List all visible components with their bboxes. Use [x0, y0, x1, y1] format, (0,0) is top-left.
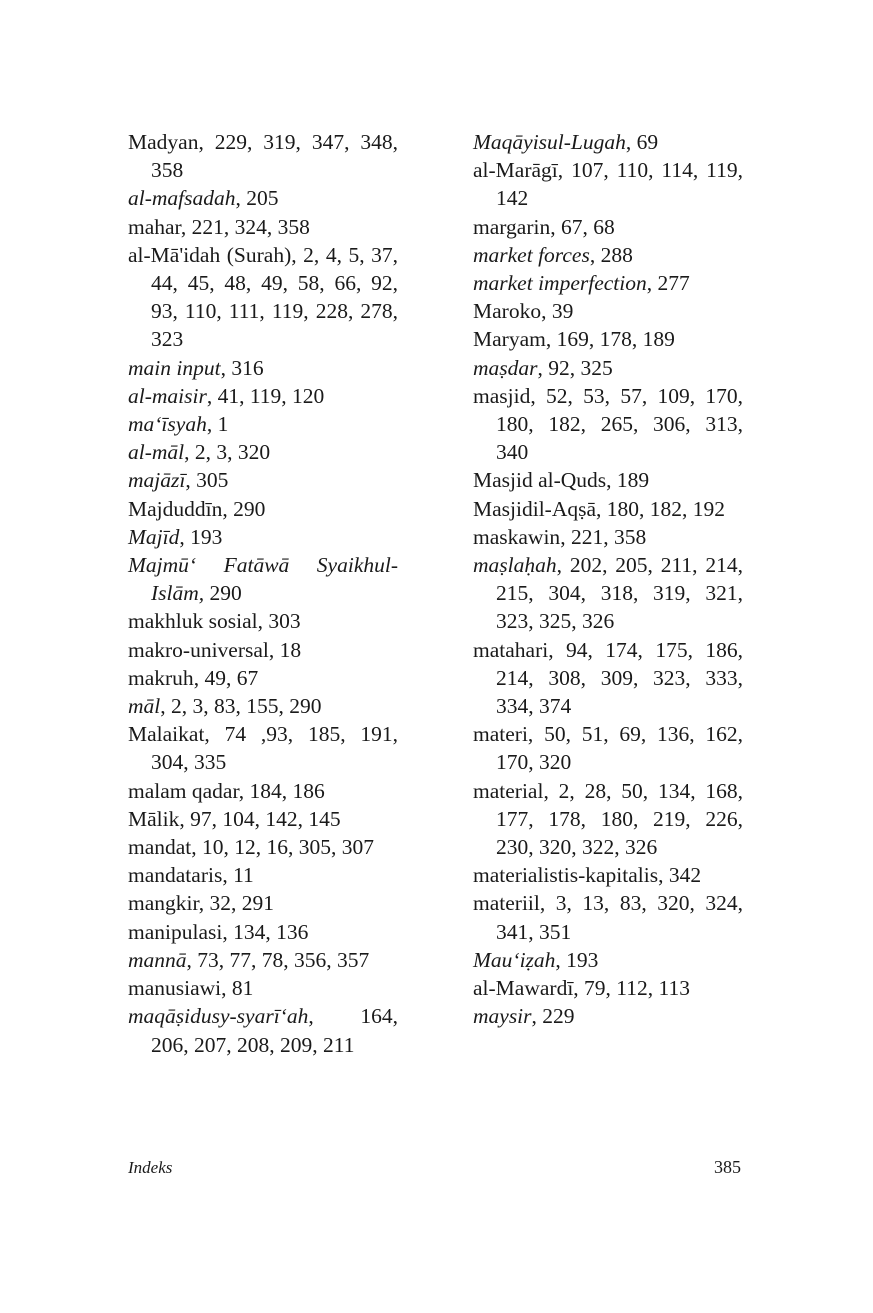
index-term: mangkir — [128, 891, 199, 916]
index-entry — [128, 438, 398, 466]
index-pages: , 134, 136 — [222, 919, 309, 944]
index-term: Maroko — [473, 299, 542, 324]
footer-section-label: Indeks — [128, 1158, 173, 1177]
index-entry — [473, 861, 743, 889]
index-term: Madyan — [128, 130, 199, 154]
index-entry — [128, 466, 398, 494]
index-term: maskawin — [473, 524, 561, 549]
index-pages: , 94, 174, 175, 186, 214, 308, 309, 323, 333, 334, 374 — [496, 637, 743, 719]
index-entry — [473, 156, 743, 212]
index-pages: , 39 — [541, 299, 574, 324]
index-pages: , 288 — [589, 242, 633, 267]
index-term: Malaikat — [128, 722, 205, 747]
index-column-left — [128, 128, 398, 1059]
index-pages: , 189 — [606, 468, 650, 493]
index-entry — [473, 946, 743, 974]
index-term: al-Mā'idah (Surah) — [128, 242, 292, 267]
index-entry — [473, 495, 743, 523]
index-pages: , 305 — [185, 468, 229, 493]
index-pages: , 277 — [646, 271, 690, 296]
index-entry — [473, 523, 743, 551]
index-pages: , 97, 104, 142, 145 — [179, 806, 341, 831]
index-term: maṣlaḥah — [473, 553, 557, 578]
index-pages: , 73, 77, 78, 356, 357 — [186, 947, 370, 972]
index-pages: , 290 — [222, 496, 266, 521]
index-term: al-mafsadah — [128, 186, 236, 211]
index-pages: , 41, 119, 120 — [206, 383, 325, 408]
index-term: Maqāyisul-Lugah — [473, 130, 626, 154]
index-pages: , 107, 110, 114, 119, 142 — [496, 158, 743, 211]
index-term: Majmū‘ Fatāwā Syaikhul-Islām, — [128, 553, 398, 606]
index-entry — [128, 184, 398, 212]
index-entry — [128, 607, 398, 635]
index-entry — [128, 889, 398, 917]
index-entry — [128, 918, 398, 946]
index-pages: , 52, 53, 57, 109, 170, 180, 182, 265, 306, 313, 340 — [496, 383, 743, 465]
index-term: margarin — [473, 214, 551, 239]
index-term: Maryam — [473, 327, 546, 352]
index-term: maqāṣidusy-syarī‘ah — [128, 1004, 309, 1029]
index-term: al-Mawardī — [473, 976, 574, 1001]
index-term: malam qadar — [128, 778, 239, 803]
index-pages: , 18 — [268, 637, 302, 662]
index-term: māl — [128, 694, 161, 719]
index-pages: , 1 — [206, 412, 229, 437]
index-entry — [128, 495, 398, 523]
index-entry — [128, 692, 398, 720]
index-pages: , 10, 12, 16, 305, 307 — [191, 835, 375, 860]
index-pages: 290 — [204, 581, 242, 606]
index-term: mandat — [128, 835, 192, 860]
index-term: Mālik — [128, 806, 180, 831]
index-entry — [473, 1002, 743, 1030]
index-term: majāzī — [128, 468, 186, 493]
index-term: al-Marāgī — [473, 158, 558, 183]
index-pages: , 81 — [221, 976, 254, 1001]
index-term: mannā — [128, 947, 187, 972]
index-pages: , 69 — [625, 130, 659, 154]
index-entry — [128, 1002, 398, 1058]
index-pages: , 3, 13, 83, 320, 324, 341, 351 — [496, 891, 743, 944]
index-term: Mau‘iẓah — [473, 947, 556, 972]
index-pages: , 342 — [658, 863, 702, 888]
index-entry — [128, 410, 398, 438]
index-entry — [473, 777, 743, 862]
index-entry — [473, 297, 743, 325]
index-term: maṣdar — [473, 355, 538, 380]
index-pages: , 205 — [235, 186, 279, 211]
index-entry — [128, 354, 398, 382]
index-pages: , 202, 205, 211, 214, 215, 304, 318, 319, 321, 323, 325, 326 — [496, 553, 743, 634]
index-term: mahar — [128, 214, 181, 239]
index-pages: , 229, 319, 347, 348, 358 — [151, 130, 398, 183]
index-term: market imperfection — [473, 271, 647, 296]
index-pages: , 67, 68 — [550, 214, 615, 239]
index-term: material — [473, 778, 544, 803]
index-term: materi — [473, 722, 528, 747]
index-pages: , 2, 3, 83, 155, 290 — [160, 694, 322, 719]
index-term: Masjid al-Quds — [473, 468, 607, 493]
index-term: market forces — [473, 242, 590, 267]
index-pages: , 2, 3, 320 — [184, 440, 271, 465]
index-entry — [473, 889, 743, 945]
index-pages: , 316 — [220, 355, 264, 380]
index-term: matahari — [473, 637, 549, 662]
index-term: manusiawi — [128, 976, 222, 1001]
index-term: main input — [128, 355, 221, 380]
index-term: masjid — [473, 383, 531, 408]
index-pages: , 303 — [257, 609, 301, 634]
index-pages: , 2, 28, 50, 134, 168, 177, 178, 180, 219, 226, 230, 320, 322, 326 — [496, 778, 743, 860]
index-term: Majduddīn — [128, 496, 223, 521]
index-entry — [128, 213, 398, 241]
index-entry — [473, 466, 743, 494]
index-entry — [473, 128, 743, 156]
index-pages: , 193 — [179, 524, 223, 549]
index-pages: , 221, 324, 358 — [180, 214, 310, 239]
index-term: makro-universal — [128, 637, 269, 662]
index-entry — [473, 636, 743, 721]
index-pages: , 169, 178, 189 — [545, 327, 675, 352]
index-entry — [473, 354, 743, 382]
index-pages: , 164, 206, 207, 208, 209, 211 — [151, 1004, 398, 1057]
index-entry — [128, 664, 398, 692]
index-pages: , 221, 358 — [560, 524, 647, 549]
index-entry — [473, 213, 743, 241]
index-term: Majīd — [128, 524, 180, 549]
index-pages: , 92, 325 — [537, 355, 613, 380]
index-pages: , 11 — [222, 863, 254, 888]
index-term: makruh — [128, 665, 194, 690]
index-entry — [128, 833, 398, 861]
index-pages: , 184, 186 — [238, 778, 325, 803]
index-term: ma‘īsyah — [128, 412, 207, 437]
index-term: al-maisir — [128, 383, 207, 408]
index-entry — [128, 777, 398, 805]
index-entry — [128, 636, 398, 664]
index-term: materiil — [473, 891, 540, 916]
index-pages: , 74 ,93, 185, 191, 304, 335 — [151, 722, 398, 775]
index-entry — [473, 974, 743, 1002]
index-entry — [473, 325, 743, 353]
index-entry — [128, 128, 398, 184]
index-term: maysir — [473, 1004, 532, 1029]
index-pages: , 180, 182, 192 — [596, 496, 726, 521]
index-entry — [473, 241, 743, 269]
index-entry — [128, 382, 398, 410]
index-entry — [128, 946, 398, 974]
index-term: al-māl — [128, 440, 185, 465]
index-pages: , 32, 291 — [198, 891, 275, 916]
index-pages: , 2, 4, 5, 37, 44, 45, 48, 49, 58, 66, 92, 93, 110, 111, 119, 228, 278, 323 — [151, 242, 398, 352]
index-pages: , 50, 51, 69, 136, 162, 170, 320 — [496, 722, 743, 775]
index-pages: , 49, 67 — [193, 665, 259, 690]
footer-page-number: 385 — [714, 1157, 741, 1177]
index-column-right — [473, 128, 743, 1031]
index-entry — [128, 805, 398, 833]
index-entry — [128, 241, 398, 354]
index-term: manipulasi — [128, 919, 223, 944]
index-entry — [128, 551, 398, 607]
index-term: makhluk sosial — [128, 609, 258, 634]
index-entry — [128, 861, 398, 889]
index-entry — [128, 974, 398, 1002]
index-pages: , 79, 112, 113 — [573, 976, 690, 1001]
index-entry — [473, 382, 743, 467]
index-term: materialistis-kapitalis — [473, 863, 659, 888]
index-pages: , 193 — [555, 947, 599, 972]
index-term: mandataris — [128, 863, 223, 888]
index-entry — [473, 720, 743, 776]
index-term: Masjidil-Aqṣā — [473, 496, 597, 521]
index-entry — [473, 269, 743, 297]
index-entry — [128, 523, 398, 551]
index-entry — [128, 720, 398, 776]
index-pages: , 229 — [531, 1004, 575, 1029]
index-entry — [473, 551, 743, 636]
